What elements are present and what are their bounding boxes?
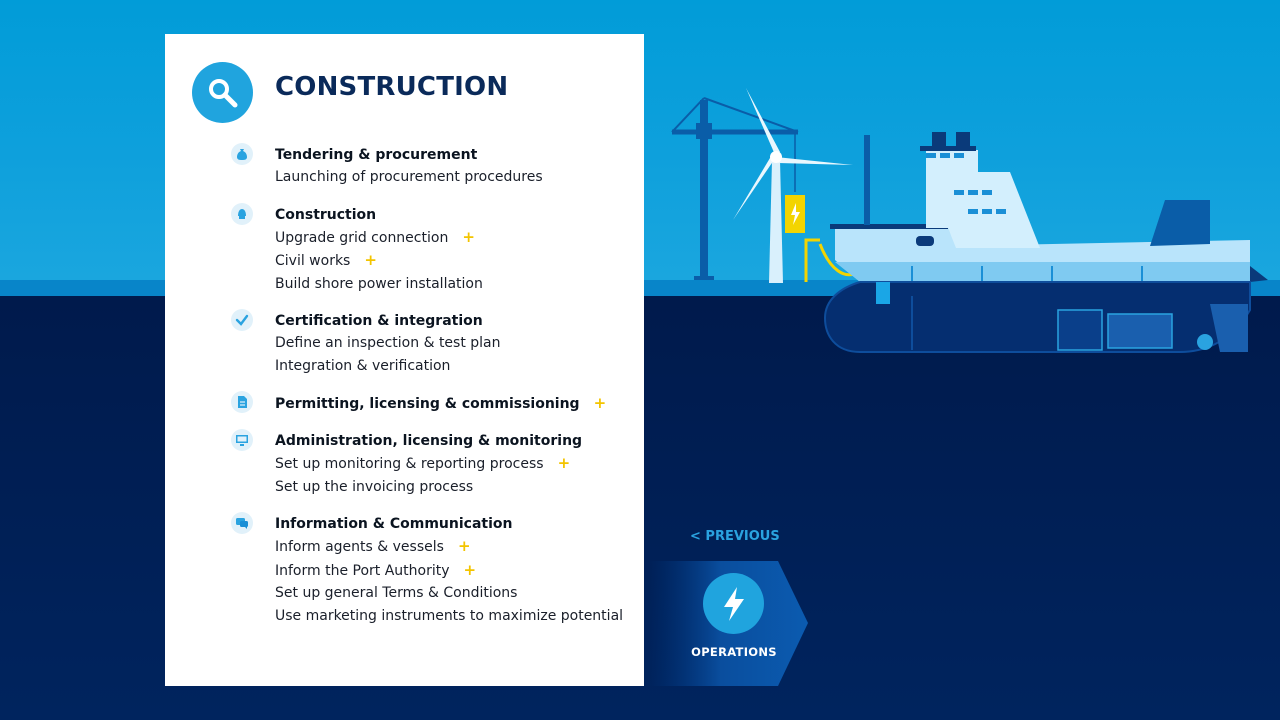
magnifier-icon bbox=[192, 62, 253, 123]
section-administration bbox=[275, 430, 635, 498]
section-tendering bbox=[275, 144, 635, 189]
battery-module bbox=[785, 195, 805, 233]
list-item: Inform the Port Authority + bbox=[275, 559, 635, 583]
plus-marker: + bbox=[557, 454, 571, 472]
lightning-bolt-icon bbox=[720, 586, 748, 622]
section-title: Information & Communication bbox=[275, 516, 513, 532]
section-certification bbox=[275, 310, 635, 377]
section-title: Certification & integration bbox=[275, 313, 483, 329]
section-information bbox=[275, 513, 635, 627]
list-item: Set up general Terms & Conditions bbox=[275, 585, 518, 601]
list-item: Set up the invoicing process bbox=[275, 478, 474, 495]
previous-link[interactable]: < PREVIOUS bbox=[690, 529, 780, 544]
money-bag-icon bbox=[231, 143, 253, 165]
monitor-icon bbox=[231, 429, 253, 451]
section-construction bbox=[275, 204, 635, 296]
checkmark-icon bbox=[231, 309, 253, 331]
section-title: Tendering & procurement bbox=[275, 147, 478, 163]
list-item: Use marketing instruments to maximize potential bbox=[275, 607, 624, 624]
list-item: Civil works + bbox=[275, 249, 635, 273]
section-permitting bbox=[275, 392, 635, 415]
list-item: Launching of procurement procedures bbox=[275, 169, 543, 185]
list-item: Upgrade grid connection + bbox=[275, 226, 635, 250]
section-title: Administration, licensing & monitoring bbox=[275, 433, 583, 449]
section-list bbox=[275, 144, 635, 642]
page-title: CONSTRUCTION bbox=[275, 72, 509, 102]
list-item: Integration & verification bbox=[275, 357, 451, 374]
plus-marker: + bbox=[463, 560, 477, 579]
ship bbox=[830, 132, 1268, 282]
document-icon bbox=[231, 391, 253, 413]
chat-bubble-icon bbox=[231, 512, 253, 534]
section-title: Construction bbox=[275, 206, 377, 223]
list-item: Build shore power installation bbox=[275, 275, 483, 292]
construction-card bbox=[165, 34, 644, 686]
ship-underwater-hull bbox=[825, 280, 1250, 352]
plus-marker: + bbox=[364, 251, 377, 269]
section-title: Permitting, licensing & commissioning + bbox=[275, 394, 607, 412]
plus-marker: + bbox=[593, 394, 607, 412]
plus-marker: + bbox=[457, 537, 471, 555]
operations-label[interactable]: OPERATIONS bbox=[691, 645, 777, 659]
list-item: Inform agents & vessels + bbox=[275, 535, 635, 559]
operations-button[interactable] bbox=[703, 573, 764, 634]
list-item: Set up monitoring & reporting process + bbox=[275, 452, 635, 476]
list-item: Define an inspection & test plan bbox=[275, 335, 501, 351]
hard-hat-icon bbox=[231, 203, 253, 225]
plus-marker: + bbox=[462, 227, 475, 246]
